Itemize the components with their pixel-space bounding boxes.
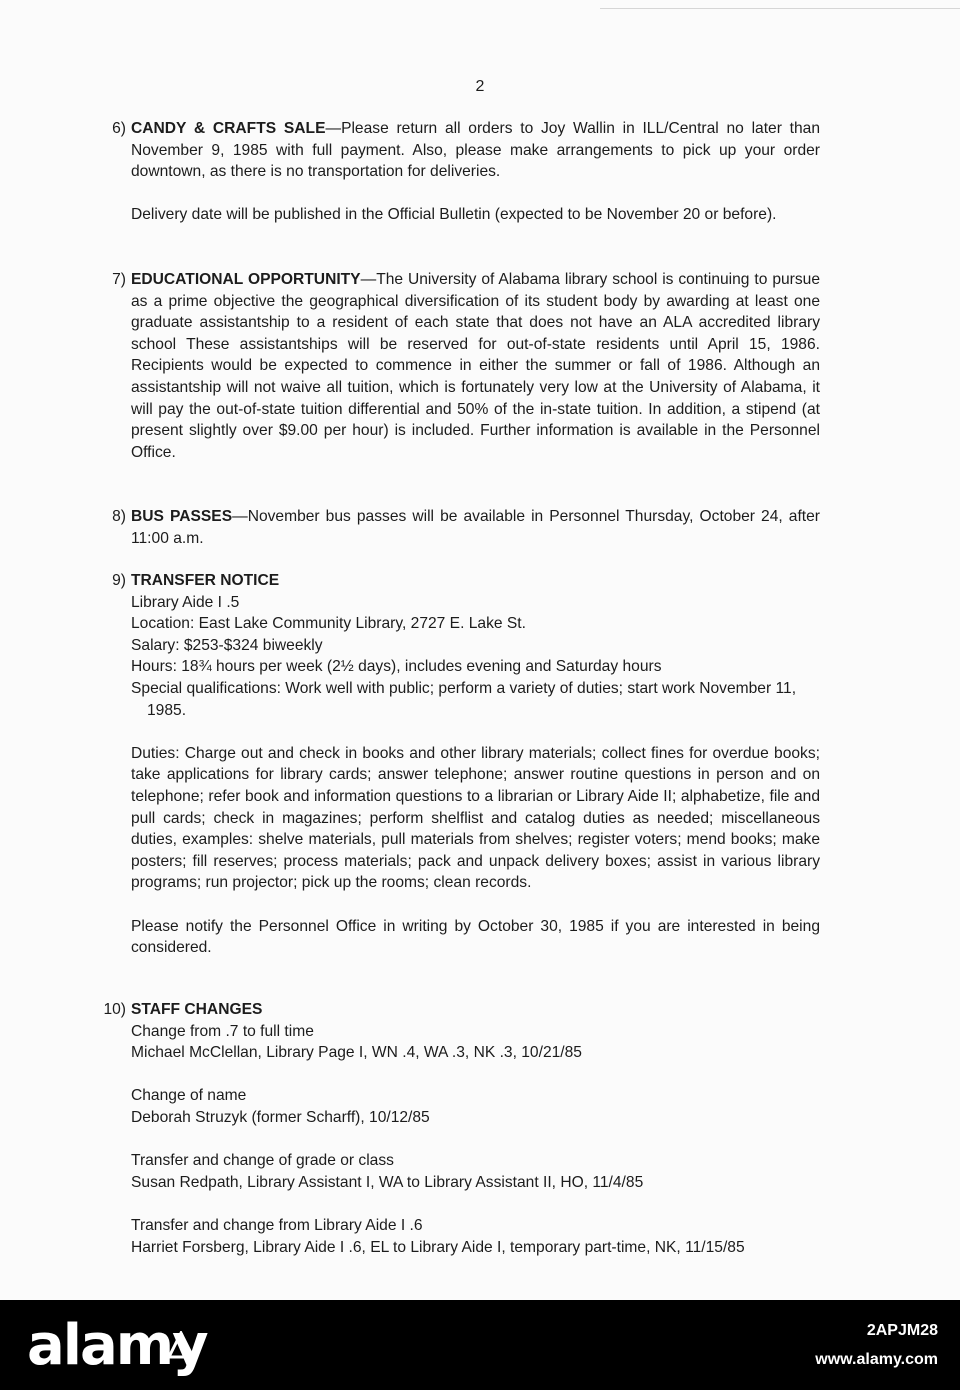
staff-change-entry [131,1215,820,1258]
item-paragraph: Delivery date will be published in the Official Bulletin (expected to be November 20 or before). [131,206,777,224]
item-heading: BUS PASSES [131,508,233,525]
item-transfer-notice [96,570,820,959]
staff-change-entry [131,1150,820,1193]
notify-instructions: Please notify the Personnel Office in writing by October 30, 1985 if you are interested in being considered. [131,917,820,957]
item-staff-changes [96,999,820,1258]
staff-change-entry [131,1021,820,1064]
site-url: www.alamy.com [815,1351,938,1368]
top-rule [600,8,960,9]
item-number: 8) [112,508,126,525]
staff-change-entry [131,1085,820,1128]
staff-change-detail: Deborah Struzyk (former Scharff), 10/12/85 [131,1108,430,1126]
item-number: 7) [112,271,126,288]
watermark-footer [0,1300,960,1390]
image-id: 2APJM28 [866,1322,938,1339]
page-number: 2 [475,78,485,95]
item-number: 6) [112,120,126,137]
staff-change-detail: Harriet Forsberg, Library Aide I .6, EL to Library Aide I, temporary part-time, NK, 11/15/85 [131,1238,745,1256]
item-bus-passes [96,506,820,549]
item-heading: STAFF CHANGES [131,1001,263,1018]
staff-change-type: Change from .7 to full time [131,1022,314,1040]
item-candy-crafts-sale [96,118,820,226]
item-number: 9) [112,572,126,589]
position-title: Library Aide I .5 [131,593,240,611]
staff-change-detail: Susan Redpath, Library Assistant I, WA to Library Assistant II, HO, 11/4/85 [131,1173,644,1191]
item-educational-opportunity [96,269,820,463]
position-duties: Duties: Charge out and check in books and other library materials; collect fines for overdue books; take applications for library cards; answer telephone; answer routine questions in person and on telephone; refer book and information questions to a librarian or Library Aide II; alphabetize, file and pull cards; check in magazines; perform shelflist and catalog duties as needed; miscellaneous duties, examples: shelve materials, pull materials from shelves; register voters; mend books; make posters; fill reserves; process materials; pack and unpack delivery boxes; assist in various library programs; run projector; pick up the rooms; clean records. [131,744,820,892]
item-paragraph [131,118,820,183]
alamy-logo: alamy [27,1313,207,1378]
staff-change-type: Transfer and change from Library Aide I .6 [131,1216,423,1234]
staff-change-type: Change of name [131,1087,247,1105]
item-heading: TRANSFER NOTICE [131,572,280,589]
item-heading: CANDY & CRAFTS SALE [131,120,326,137]
alamy-logo-icon [166,1331,196,1361]
item-number: 10) [103,1001,126,1018]
item-heading: EDUCATIONAL OPPORTUNITY [131,271,361,288]
position-location: Location: East Lake Community Library, 2727 E. Lake St. [131,615,526,633]
item-text: —Please return all orders to Joy Wallin in ILL/Central no later than November 9, 1985 with full payment. Also, please make arrangements to pick up your order downtown, as there is no transportation for deliveries. [131,120,820,181]
item-text: —The University of Alabama library school is continuing to pursue as a prime objective the geographical diversification of its student body by awarding at least one graduate assistantship to a resident of each state that does not have an ALA accredited library school These assistantships will be reserved for out-of-state residents until April 15, 1986. Recipients would be expected to commence in either the summer or fall of 1986. Although an assistantship will not waive all tuition, which is fortunately very low at the University of Alabama, it will pay the out-of-state tuition differential and 50% of the in-state tuition. In addition, a stipend (at present slightly over $9.00 per hour) is included. Further information is available in the Personnel Office. [131,271,820,461]
item-paragraph [131,506,820,549]
item-paragraph [131,269,820,463]
position-salary: Salary: $253-$324 biweekly [131,636,323,654]
position-hours: Hours: 18¾ hours per week (2½ days), includes evening and Saturday hours [131,658,662,676]
staff-change-type: Transfer and change of grade or class [131,1152,394,1170]
position-qualifications: Special qualifications: Work well with public; perform a variety of duties; start work November 11, 1985. [131,679,797,719]
item-text: —November bus passes will be available in Personnel Thursday, October 24, after 11:00 a.m. [131,508,820,547]
staff-change-detail: Michael McClellan, Library Page I, WN .4, WA .3, NK .3, 10/21/85 [131,1044,582,1062]
